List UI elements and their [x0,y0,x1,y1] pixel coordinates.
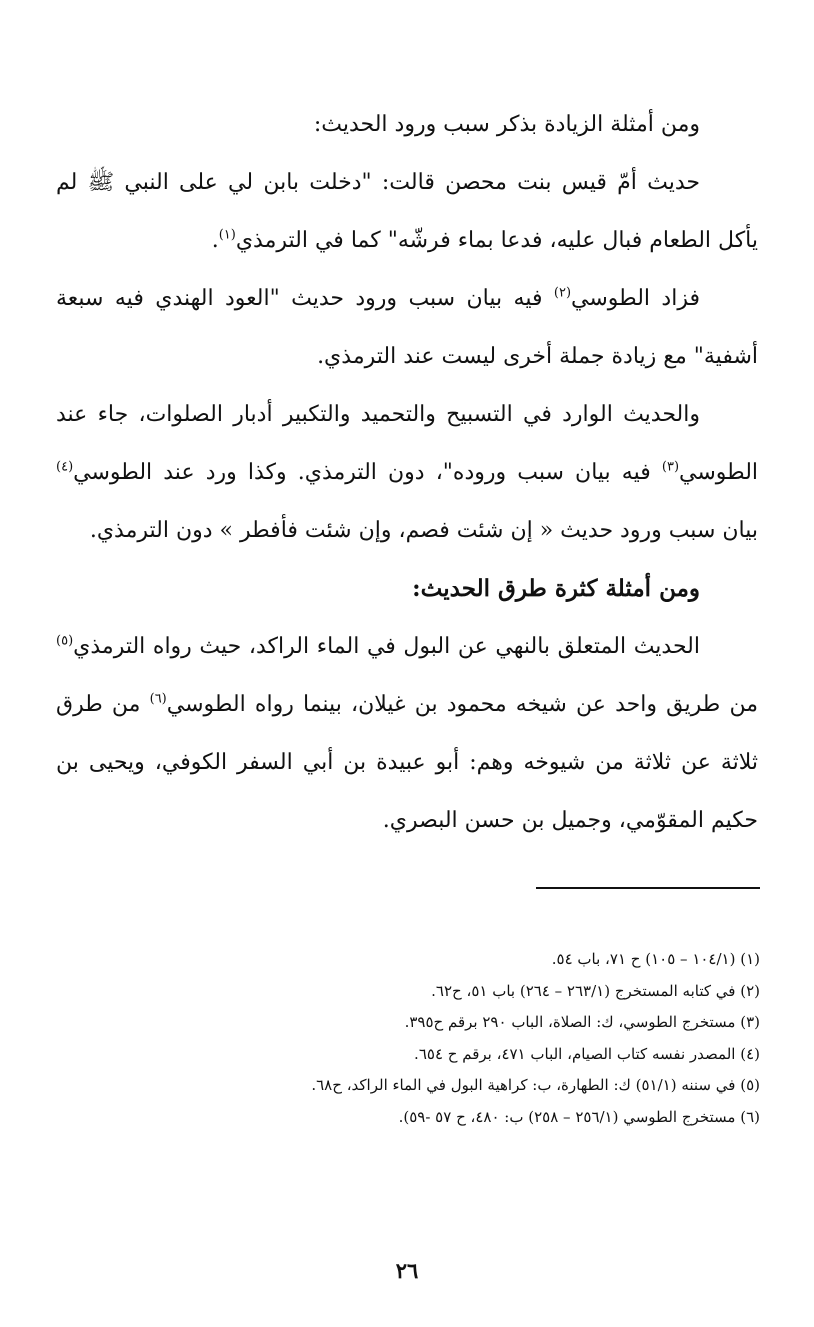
section-heading: ومن أمثلة كثرة طرق الحديث: [412,575,700,602]
paragraph-1: ومن أمثلة الزيادة بذكر سبب ورود الحديث: [313,112,700,137]
paragraph-2-end: . [211,228,219,253]
footnote-ref-6: (٦) [149,691,167,707]
footnote-2: (٢) في كتابه المستخرج (٢٦٣/١ – ٢٦٤) باب ٥١، ح٦٢. [431,981,760,1000]
footnote-ref-3: (٣) [661,459,680,475]
footnotes [60,944,760,1133]
paragraph-3-text-a: فزاد الطوسي [571,286,700,311]
footnote-4: (٤) المصدر نفسه كتاب الصيام، الباب ٤٧١، برقم ح ٦٥٤. [414,1044,760,1063]
paragraph-4-text-c: بيان سبب ورود حديث « إن شئت فصم، وإن شئت فأفطر » دون الترمذي. [89,518,758,543]
paragraph-5-text-a: الحديث المتعلق بالنهي عن البول في الماء الراكد، حيث رواه الترمذي [73,634,700,659]
paragraph-3-text-b: فيه بيان سبب ورود حديث "العود الهندي فيه سبعة أشفية" مع زيادة جملة أخرى ليست عند الترمذي. [56,286,758,369]
paragraph-4-text-b: فيه بيان سبب وروده"، دون الترمذي. وكذا ورد عند الطوسي [73,460,662,485]
paragraph-5-text-c: من طرق ثلاثة عن ثلاثة من شيوخه وهم: أبو عبيدة بن أبي السفر الكوفي، ويحيى بن حكيم المقوّمي، وجميل بن حسن البصري. [56,692,758,833]
footnote-ref-4: (٤) [56,459,74,475]
paragraph-2 [56,154,758,270]
footnote-ref-5: (٥) [56,633,74,649]
footnote-3: (٣) مستخرج الطوسي، ك: الصلاة، الباب ٢٩٠ برقم ح٣٩٥. [404,1013,760,1031]
paragraph-4-text-a: والحديث الوارد في التسبيح والتحميد والتكبير أدبار الصلوات، جاء عند الطوسي [56,402,759,485]
main-text [56,96,758,850]
paragraph-5 [56,618,758,850]
paragraph-4 [56,386,758,560]
page-number: ٢٦ [395,1258,419,1283]
footnote-6: (٦) مستخرج الطوسي (٢٥٦/١ – ٢٥٨) ب: ٤٨٠، ح ٥٧ -٥٩). [398,1107,760,1126]
footnote-separator [536,887,760,889]
footnote-5: (٥) في سننه (٥١/١) ك: الطهارة، ب: كراهية البول في الماء الراكد، ح٦٨. [311,1076,760,1094]
paragraph-3 [56,270,758,386]
footnote-1: (١) (١٠٤/١ – ١٠٥) ح ٧١، باب ٥٤. [551,950,760,968]
paragraph-5-text-b: من طريق واحد عن شيخه محمود بن غيلان، بينما رواه الطوسي [166,692,758,717]
footnote-ref-1: (١) [218,227,236,243]
paragraph-2-text: حديث أمّ قيس بنت محصن قالت: "دخلت بابن لي على النبي ﷺ لم يأكل الطعام فبال عليه، فدعا بماء فرشّه" كما في الترمذي [56,170,758,253]
footnote-ref-2: (٢) [553,285,572,301]
